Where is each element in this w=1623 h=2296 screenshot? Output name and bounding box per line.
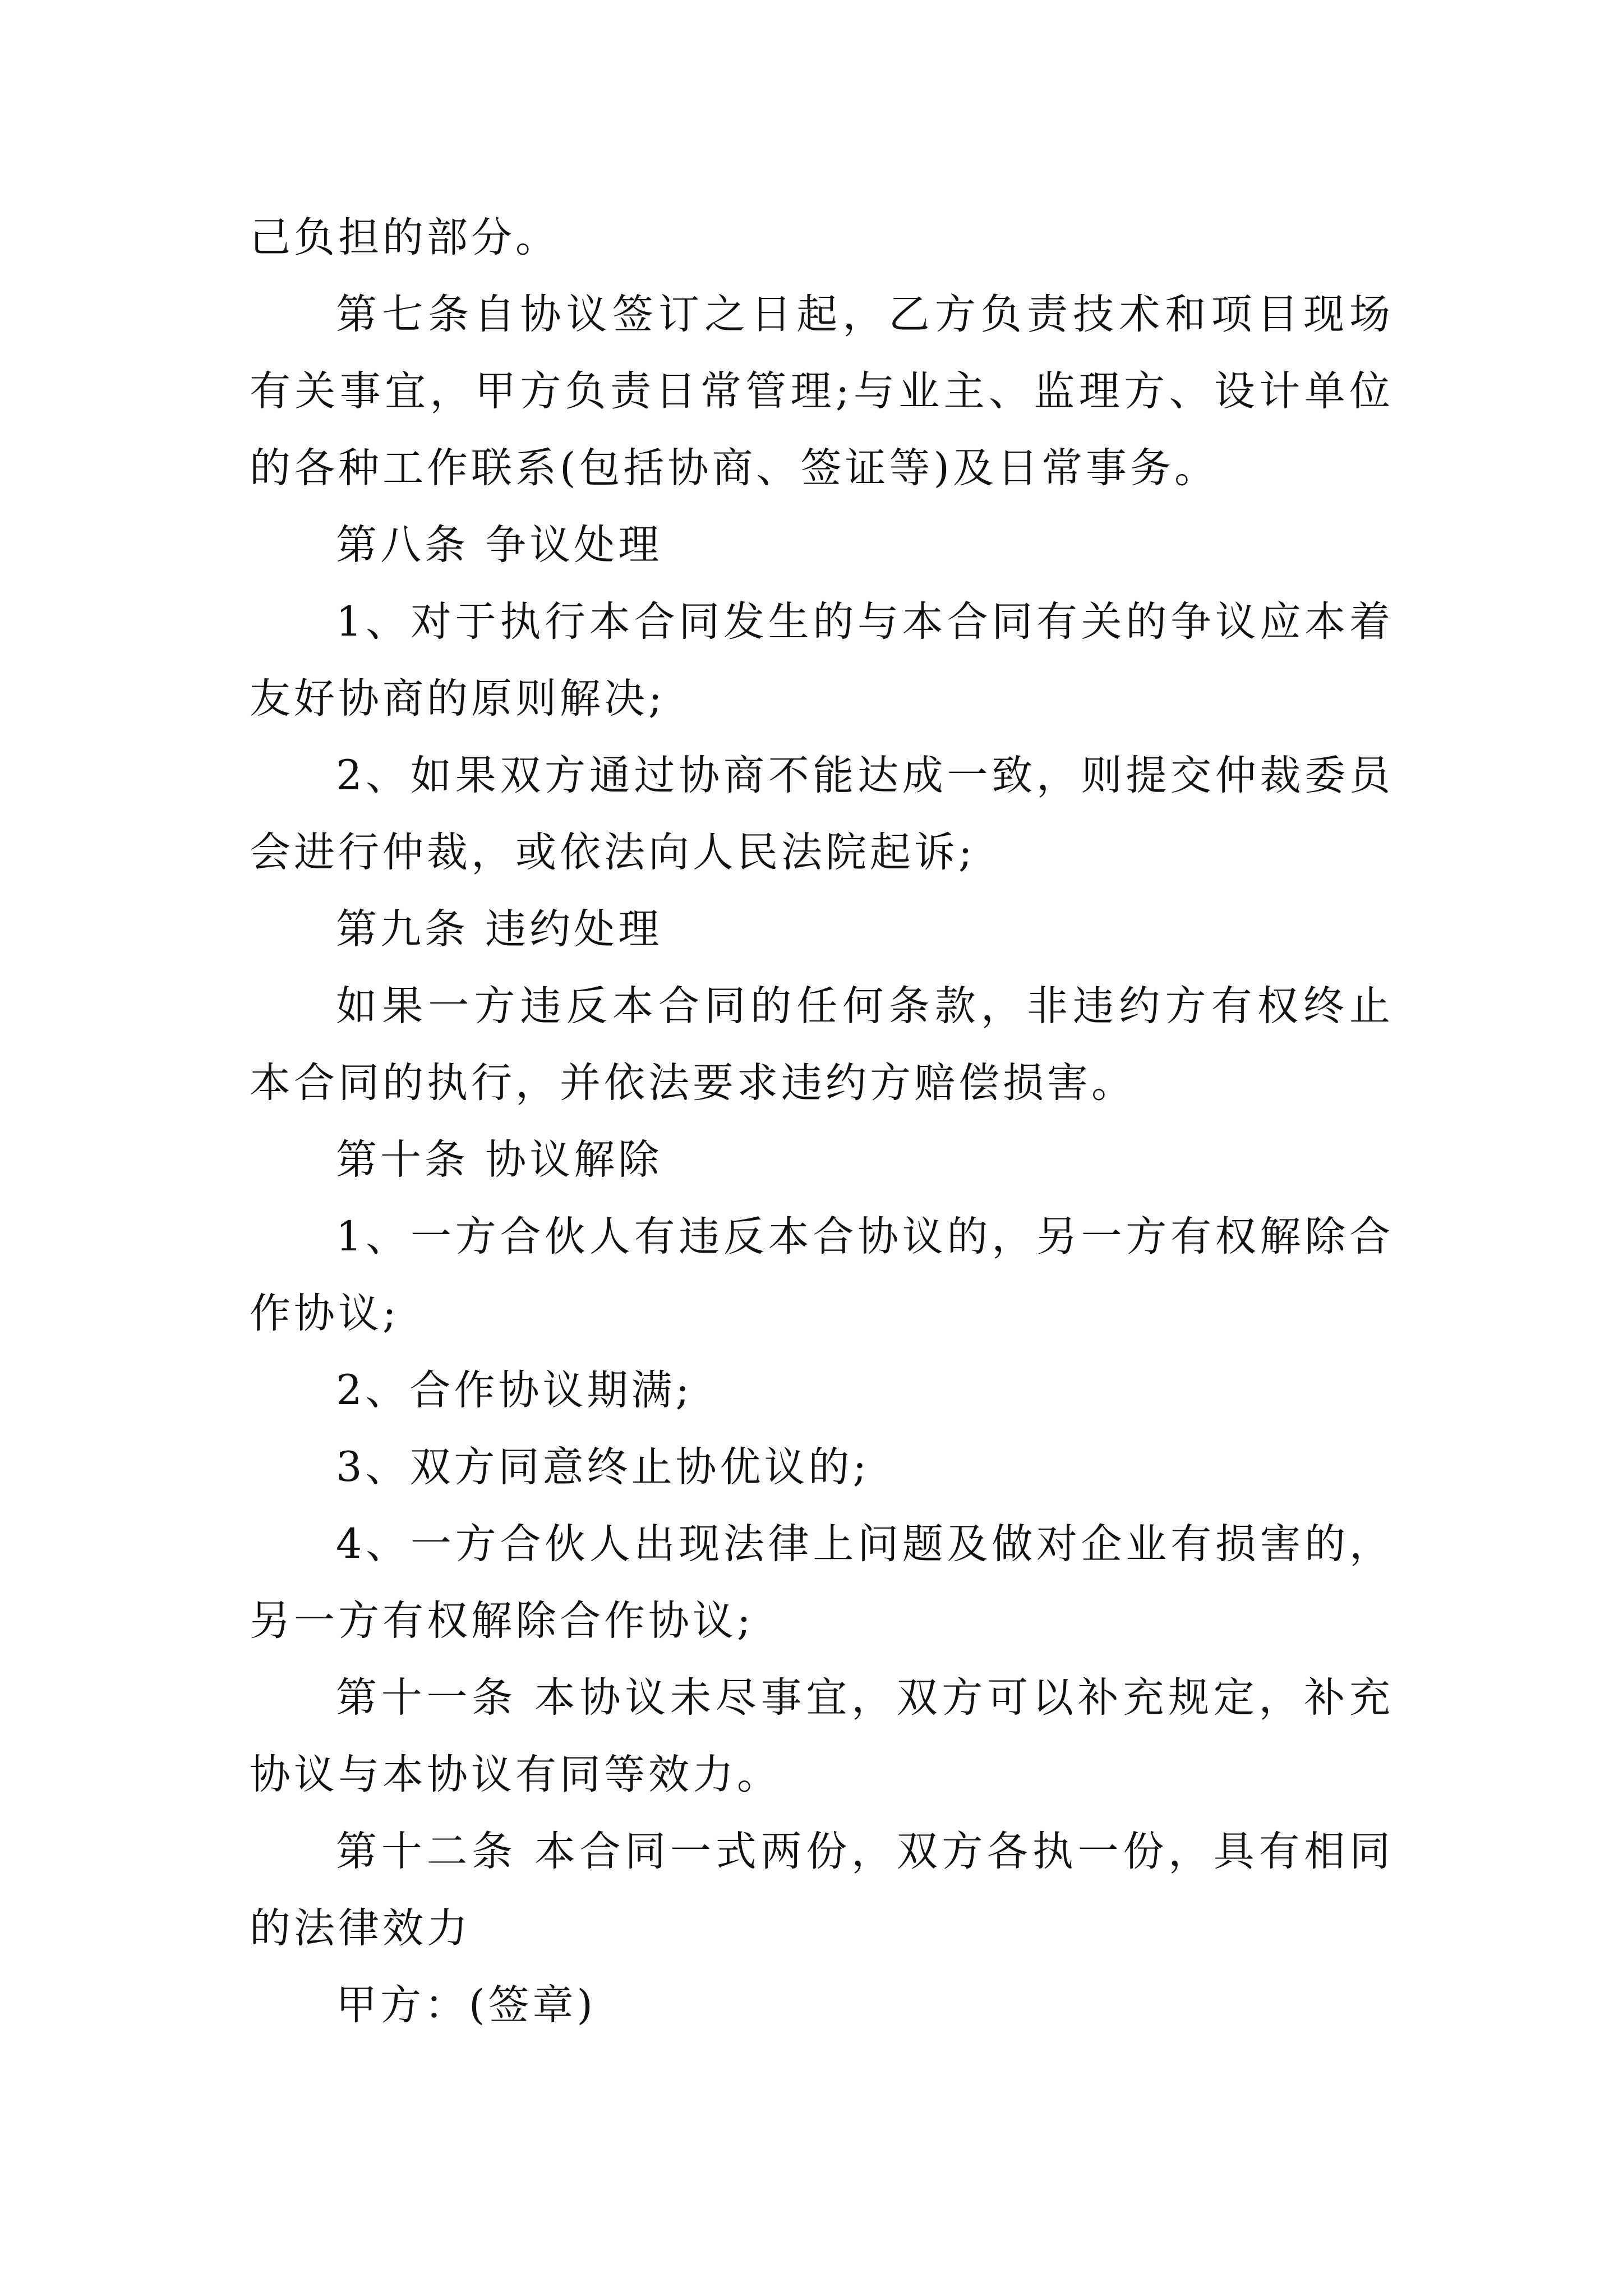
paragraph-article-12: 第十二条 本合同一式两份，双方各执一份，具有相同的法律效力 — [250, 1828, 1394, 1952]
paragraph-article-10-item-2: 2、合作协议期满; — [336, 1366, 693, 1414]
paragraph-article-10-item-4: 4、一方合伙人出现法律上问题及做对企业有损害的，另一方有权解除合作协议; — [250, 1520, 1394, 1645]
paragraph-article-10-item-1: 1、一方合伙人有违反本合协议的，另一方有权解除合作协议; — [250, 1213, 1394, 1337]
paragraph-article-9-body: 如果一方违反本合同的任何条款，非违约方有权终止本合同的执行，并依法要求违约方赔偿损害。 — [250, 982, 1394, 1107]
paragraph-article-11: 第十一条 本协议未尽事宜，双方可以补充规定，补充协议与本协议有同等效力。 — [250, 1674, 1394, 1798]
document-body — [250, 199, 1394, 2044]
paragraph-continuation: 己负担的部分。 — [250, 214, 560, 261]
paragraph-article-8-item-2: 2、如果双方通过协商不能达成一致，则提交仲裁委员会进行仲裁，或依法向人民法院起诉; — [250, 752, 1394, 876]
paragraph-article-7: 第七条自协议签订之日起，乙方负责技术和项目现场有关事宜，甲方负责日常管理;与业主、监理方、设计单位的各种工作联系(包括协商、签证等)及日常事务。 — [250, 291, 1394, 492]
heading-article-10: 第十条 协议解除 — [336, 1136, 663, 1184]
paragraph-article-10-item-3: 3、双方同意终止协优议的; — [336, 1443, 870, 1491]
paragraph-article-8-item-1: 1、对于执行本合同发生的与本合同有关的争议应本着友好协商的原则解决; — [250, 598, 1394, 723]
heading-article-8: 第八条 争议处理 — [336, 521, 663, 569]
signature-party-a: 甲方：(签章) — [336, 1981, 596, 2029]
heading-article-9: 第九条 违约处理 — [336, 905, 663, 953]
